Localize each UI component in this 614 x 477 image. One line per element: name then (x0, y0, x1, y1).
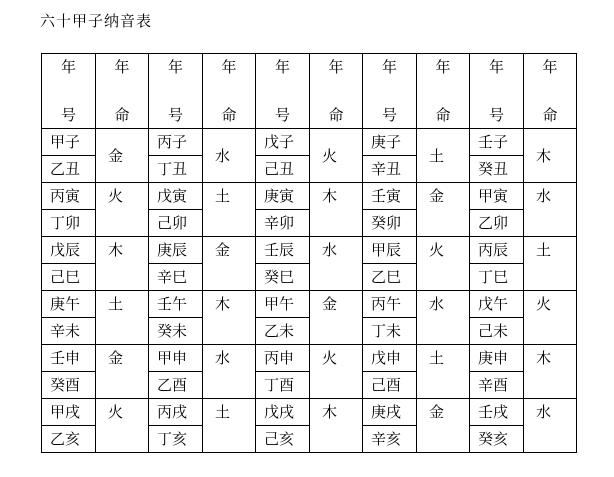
year-cell: 庚午 (42, 291, 96, 318)
year-cell: 乙酉 (149, 372, 203, 399)
year-cell: 丙戌 (149, 399, 203, 426)
header-bottom-char: 号 (274, 106, 290, 124)
year-cell: 己亥 (256, 426, 310, 453)
header-year-label (149, 54, 203, 129)
header-year-label (363, 54, 417, 129)
element-cell: 木 (96, 237, 149, 291)
year-cell: 丙辰 (470, 237, 524, 264)
header-year-label (42, 54, 96, 129)
year-cell: 壬午 (149, 291, 203, 318)
element-cell: 水 (524, 399, 577, 453)
element-cell: 金 (310, 291, 363, 345)
header-bottom-char: 号 (488, 106, 504, 124)
header-bottom-char: 命 (435, 106, 451, 124)
year-cell: 丙寅 (42, 183, 96, 210)
element-cell: 水 (417, 291, 470, 345)
year-cell: 乙卯 (470, 210, 524, 237)
header-top-char: 年 (221, 58, 237, 76)
element-cell: 土 (524, 237, 577, 291)
element-cell: 水 (310, 237, 363, 291)
year-cell: 己未 (470, 318, 524, 345)
element-cell: 木 (524, 129, 577, 183)
header-row (42, 54, 577, 129)
header-top-char: 年 (167, 58, 183, 76)
year-cell: 戊子 (256, 129, 310, 156)
element-cell: 木 (203, 291, 256, 345)
header-bottom-char: 命 (542, 106, 558, 124)
element-cell: 水 (203, 345, 256, 399)
year-cell: 甲申 (149, 345, 203, 372)
table-row (42, 129, 577, 156)
table-row (42, 345, 577, 372)
element-cell: 水 (203, 129, 256, 183)
year-cell: 辛亥 (363, 426, 417, 453)
year-cell: 丁酉 (256, 372, 310, 399)
year-cell: 己丑 (256, 156, 310, 183)
year-cell: 戊午 (470, 291, 524, 318)
year-cell: 辛丑 (363, 156, 417, 183)
header-element-label (96, 54, 149, 129)
year-cell: 乙巳 (363, 264, 417, 291)
year-cell: 丁卯 (42, 210, 96, 237)
header-bottom-char: 命 (328, 106, 344, 124)
nayin-table (41, 53, 577, 453)
element-cell: 金 (203, 237, 256, 291)
year-cell: 戊戌 (256, 399, 310, 426)
year-cell: 壬寅 (363, 183, 417, 210)
element-cell: 木 (310, 183, 363, 237)
header-element-label (417, 54, 470, 129)
header-top-char: 年 (488, 58, 504, 76)
year-cell: 己巳 (42, 264, 96, 291)
year-cell: 癸卯 (363, 210, 417, 237)
element-cell: 土 (417, 129, 470, 183)
table-row (42, 399, 577, 426)
header-top-char: 年 (435, 58, 451, 76)
element-cell: 水 (524, 183, 577, 237)
header-top-char: 年 (274, 58, 290, 76)
element-cell: 金 (417, 183, 470, 237)
year-cell: 壬戌 (470, 399, 524, 426)
year-cell: 丁巳 (470, 264, 524, 291)
year-cell: 丙子 (149, 129, 203, 156)
element-cell: 火 (96, 183, 149, 237)
header-bottom-char: 号 (167, 106, 183, 124)
page-title: 六十甲子纳音表 (40, 12, 153, 30)
year-cell: 癸丑 (470, 156, 524, 183)
year-cell: 丙午 (363, 291, 417, 318)
header-top-char: 年 (328, 58, 344, 76)
year-cell: 丁未 (363, 318, 417, 345)
year-cell: 甲子 (42, 129, 96, 156)
year-cell: 戊辰 (42, 237, 96, 264)
element-cell: 金 (417, 399, 470, 453)
year-cell: 庚子 (363, 129, 417, 156)
header-bottom-char: 命 (114, 106, 130, 124)
element-cell: 火 (310, 345, 363, 399)
element-cell: 火 (417, 237, 470, 291)
year-cell: 己酉 (363, 372, 417, 399)
year-cell: 庚寅 (256, 183, 310, 210)
year-cell: 戊寅 (149, 183, 203, 210)
header-top-char: 年 (542, 58, 558, 76)
year-cell: 壬辰 (256, 237, 310, 264)
year-cell: 乙未 (256, 318, 310, 345)
header-bottom-char: 命 (221, 106, 237, 124)
header-bottom-char: 号 (60, 106, 76, 124)
year-cell: 甲午 (256, 291, 310, 318)
year-cell: 癸酉 (42, 372, 96, 399)
element-cell: 土 (203, 399, 256, 453)
element-cell: 土 (417, 345, 470, 399)
header-top-char: 年 (381, 58, 397, 76)
year-cell: 辛酉 (470, 372, 524, 399)
year-cell: 丁亥 (149, 426, 203, 453)
element-cell: 木 (524, 345, 577, 399)
year-cell: 癸未 (149, 318, 203, 345)
year-cell: 辛巳 (149, 264, 203, 291)
year-cell: 丙申 (256, 345, 310, 372)
header-element-label (203, 54, 256, 129)
table-header (42, 54, 577, 129)
header-element-label (310, 54, 363, 129)
year-cell: 辛卯 (256, 210, 310, 237)
element-cell: 火 (524, 291, 577, 345)
element-cell: 火 (96, 399, 149, 453)
header-year-label (256, 54, 310, 129)
element-cell: 土 (96, 291, 149, 345)
year-cell: 辛未 (42, 318, 96, 345)
element-cell: 金 (96, 129, 149, 183)
header-year-label (470, 54, 524, 129)
year-cell: 甲辰 (363, 237, 417, 264)
year-cell: 己卯 (149, 210, 203, 237)
header-bottom-char: 号 (381, 106, 397, 124)
table-row (42, 237, 577, 264)
element-cell: 金 (96, 345, 149, 399)
year-cell: 甲戌 (42, 399, 96, 426)
year-cell: 癸亥 (470, 426, 524, 453)
year-cell: 乙丑 (42, 156, 96, 183)
year-cell: 乙亥 (42, 426, 96, 453)
element-cell: 火 (310, 129, 363, 183)
year-cell: 庚辰 (149, 237, 203, 264)
header-element-label (524, 54, 577, 129)
table-row (42, 291, 577, 318)
element-cell: 木 (310, 399, 363, 453)
year-cell: 癸巳 (256, 264, 310, 291)
year-cell: 庚申 (470, 345, 524, 372)
year-cell: 壬申 (42, 345, 96, 372)
header-top-char: 年 (60, 58, 76, 76)
year-cell: 庚戌 (363, 399, 417, 426)
year-cell: 甲寅 (470, 183, 524, 210)
header-top-char: 年 (114, 58, 130, 76)
year-cell: 戊申 (363, 345, 417, 372)
table-body (42, 129, 577, 453)
year-cell: 丁丑 (149, 156, 203, 183)
element-cell: 土 (203, 183, 256, 237)
year-cell: 壬子 (470, 129, 524, 156)
table-row (42, 183, 577, 210)
